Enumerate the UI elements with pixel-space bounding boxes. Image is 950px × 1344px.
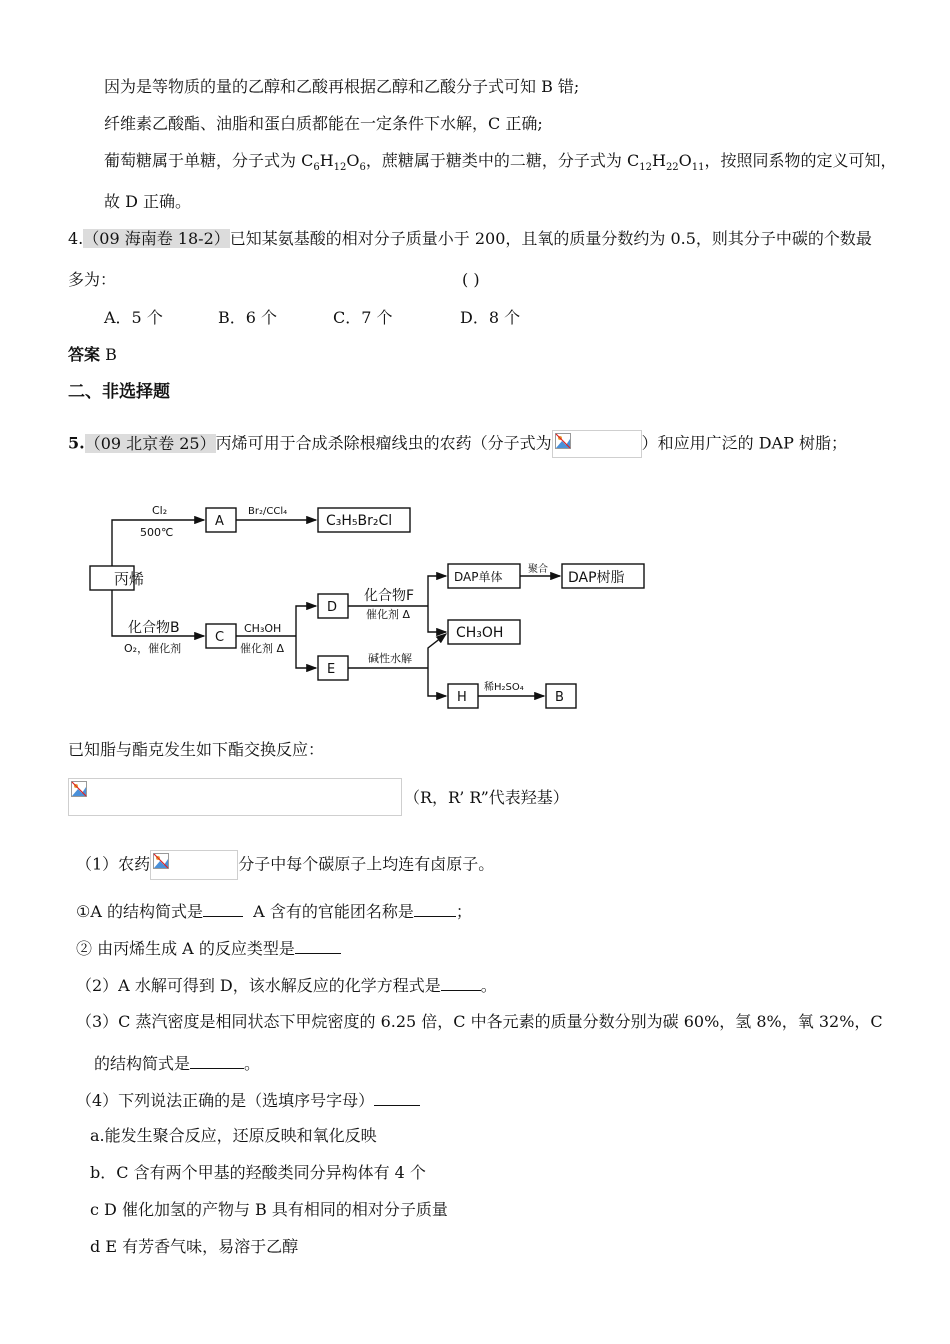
answer-blank[interactable] bbox=[374, 1089, 420, 1106]
explanation-line-4: 故 D 正确。 bbox=[104, 192, 192, 211]
answer bbox=[68, 345, 117, 365]
part-1-q1: ①A 的结构简式是 A 含有的官能团名称是 ； bbox=[76, 902, 472, 921]
broken-image-reaction bbox=[68, 778, 402, 816]
explanation-line-2: 纤维素乙酸酯、油脂和蛋白质都能在一定条件下水解，C 正确; bbox=[104, 114, 543, 133]
broken-image-icon bbox=[71, 781, 87, 797]
broken-image-icon bbox=[153, 853, 169, 869]
answer-label: 答案 bbox=[68, 345, 101, 364]
question-source: （09 海南卷 18-2） bbox=[83, 229, 230, 248]
label-compound-f: 化合物F bbox=[364, 588, 415, 604]
broken-image-icon bbox=[555, 433, 571, 449]
explanation-line-1: 因为是等物质的量的乙醇和乙酸再根据乙醇和乙酸分子式可知 B 错; bbox=[104, 77, 580, 96]
label-catalyst-heat-2: 催化剂 Δ bbox=[366, 608, 411, 621]
question-number: 4. bbox=[68, 229, 84, 248]
question-4 bbox=[68, 229, 872, 249]
section-heading: 二、非选择题 bbox=[68, 382, 170, 402]
part-2: （2）A 水解可得到 D，该水解反应的化学方程式是 。 bbox=[76, 976, 497, 995]
broken-image-pesticide bbox=[150, 850, 238, 880]
label-basic-hydrolysis: 碱性水解 bbox=[368, 652, 412, 665]
reaction-scheme bbox=[88, 494, 668, 734]
reaction-note: （R，R’ R”代表羟基） bbox=[404, 788, 569, 807]
question-text: 丙烯可用于合成杀除根瘤线虫的农药（分子式为 bbox=[215, 433, 552, 453]
label-polymerize: 聚合 bbox=[528, 564, 548, 575]
answer-blank[interactable] bbox=[203, 900, 243, 917]
question-source: （09 北京卷 25） bbox=[84, 433, 216, 453]
label-cl2: Cl₂ bbox=[152, 504, 168, 517]
explanation-line-3: 葡萄糖属于单糖，分子式为 $C_6H_{12}O_6$，蔗糖属于糖类中的二糖，分子式为 $C_{12}H_{22}O_{11}$，按照同系物的定义可知， bbox=[104, 151, 897, 174]
option-d: D．8 个 bbox=[460, 308, 521, 327]
question-4-cont: 多为： bbox=[68, 270, 117, 289]
broken-image-formula bbox=[552, 430, 642, 458]
option-a: A．5 个 bbox=[104, 308, 163, 327]
label-compound-b: 化合物B bbox=[128, 620, 180, 636]
part-1-q2: ② 由丙烯生成 A 的反应类型是 bbox=[76, 937, 341, 959]
question-text: 已知某氨基酸的相对分子质量小于 200，且氧的质量分数约为 0.5，则其分子中碳的个数最 bbox=[229, 229, 872, 248]
label-A: A bbox=[215, 514, 224, 529]
part-3-cont: 的结构简式是 。 bbox=[94, 1054, 261, 1073]
question-text-after: ）和应用广泛的 DAP 树脂； bbox=[641, 433, 847, 453]
label-E: E bbox=[327, 662, 336, 677]
answer-blank[interactable] bbox=[295, 937, 341, 954]
option-d: d E 有芳香气味，易溶于乙醇 bbox=[90, 1237, 299, 1256]
label-H: H bbox=[457, 690, 467, 705]
option-c: C．7 个 bbox=[333, 308, 393, 327]
option-b: b．C 含有两个甲基的羟酸类同分异构体有 4 个 bbox=[90, 1163, 426, 1182]
answer-blank[interactable] bbox=[190, 1052, 244, 1069]
answer-parentheses: ( ) bbox=[462, 270, 480, 289]
answer-blank[interactable] bbox=[441, 974, 481, 991]
question-number: 5. bbox=[68, 433, 85, 453]
label-dap-resin: DAP树脂 bbox=[568, 570, 625, 586]
label-ch3oh-box: CH₃OH bbox=[456, 625, 504, 641]
label-dap-monomer: DAP单体 bbox=[454, 570, 503, 584]
label-temp: 500℃ bbox=[140, 526, 174, 539]
label-B: B bbox=[555, 690, 564, 705]
label-propene: 丙烯 bbox=[114, 570, 145, 588]
label-product: C₃H₅Br₂Cl bbox=[326, 513, 393, 529]
label-C: C bbox=[215, 630, 225, 645]
answer-blank[interactable] bbox=[414, 900, 456, 917]
part-4: （4）下列说法正确的是（选填序号字母） bbox=[76, 1089, 420, 1111]
label-o2-catalyst: O₂，催化剂 bbox=[124, 642, 182, 655]
label-br2: Br₂/CCl₄ bbox=[248, 506, 288, 517]
known-reaction-text: 已知脂与酯克发生如下酯交换反应： bbox=[68, 740, 325, 759]
option-a: a.能发生聚合反应，还原反映和氧化反映 bbox=[90, 1126, 377, 1145]
part-1: （1）农药 分子中每个碳原子上均连有卤原子。 bbox=[76, 850, 494, 880]
label-dilute-h2so4: 稀H₂SO₄ bbox=[484, 682, 524, 693]
answer-value: B bbox=[105, 345, 117, 364]
option-b: B．6 个 bbox=[218, 308, 278, 327]
part-3: （3）C 蒸汽密度是相同状态下甲烷密度的 6.25 倍，C 中各元素的质量分数分别为碳 60%，氢 8%，氧 32%，C bbox=[76, 1012, 883, 1031]
label-catalyst-heat: 催化剂 Δ bbox=[240, 642, 285, 655]
label-D: D bbox=[327, 600, 338, 615]
question-5 bbox=[68, 430, 847, 458]
label-ch3oh: CH₃OH bbox=[244, 622, 282, 635]
option-c: c D 催化加氢的产物与 B 具有相同的相对分子质量 bbox=[90, 1200, 448, 1219]
